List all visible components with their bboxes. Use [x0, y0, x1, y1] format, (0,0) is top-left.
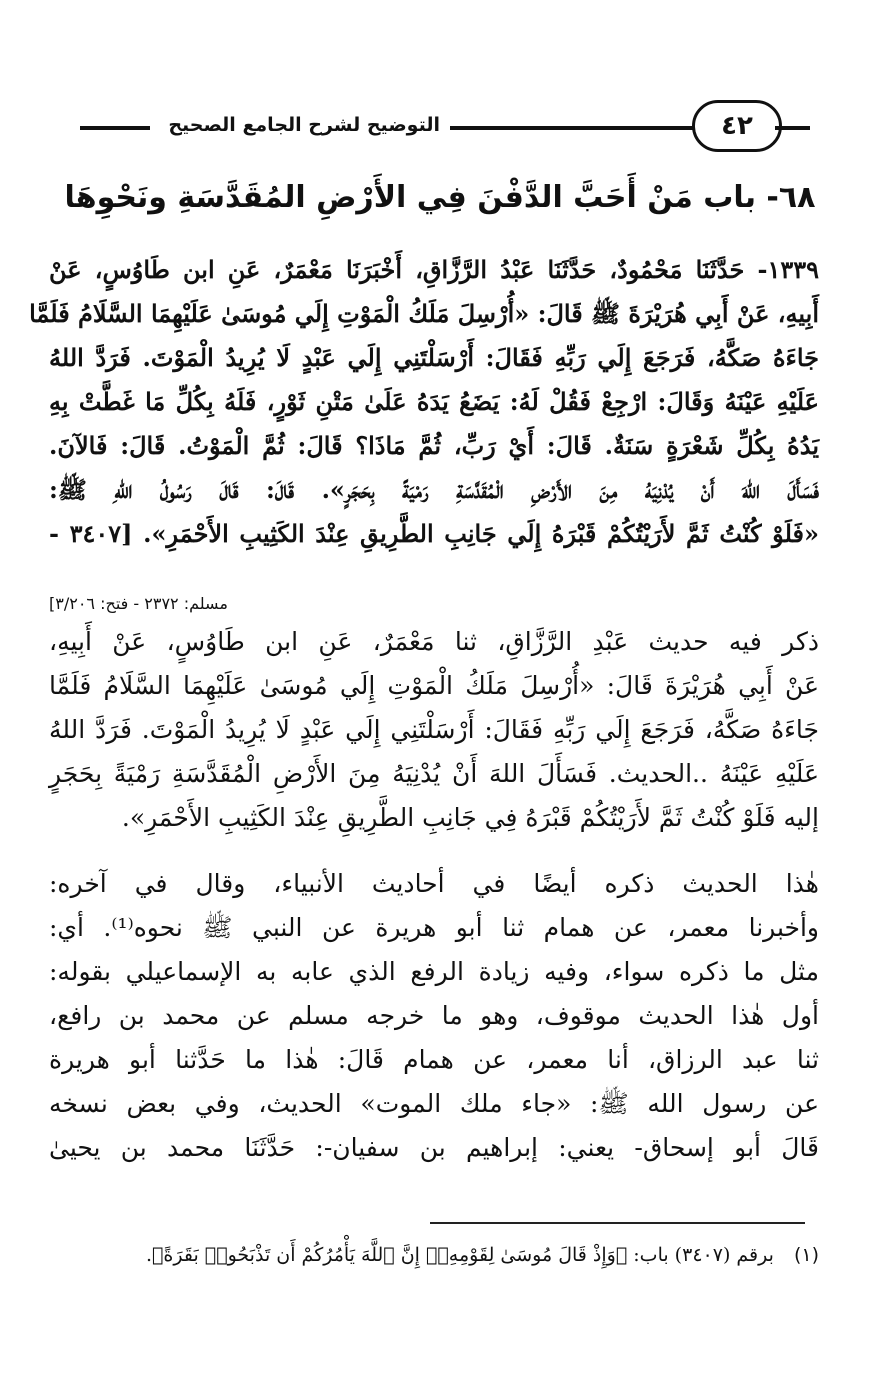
hadith-text — [29, 248, 820, 556]
commentary-paragraph — [49, 862, 819, 1170]
footnote — [49, 1244, 819, 1266]
source-reference: مسلم: ٢٣٧٢ - فتح: ٣/٢٠٦] — [49, 594, 228, 613]
paragraph-line: أول هٰذا الحديث موقوف، وهو ما خرجه مسلم عن محمد بن رافع، — [49, 1001, 819, 1030]
hadith-line: أَبِيهِ، عَنْ أَبِي هُرَيْرَةَ ﷺ قَالَ: «أُرْسِلَ مَلَكُ الْمَوْتِ إِلَي مُوسَىٰ عَلَيْهِمَا السَّلَامُ فَلَمَّا — [29, 299, 819, 328]
footnote-number: (١) — [793, 1244, 819, 1266]
footnote-text: برقم (٣٤٠٧) باب: ﴿وَإِذْ قَالَ مُوسَىٰ لِقَوْمِهِۦٓ إِنَّ ٱللَّهَ يَأْمُرُكُمْ أَن تَذْبَحُوا۟ بَقَرَةً﴾. — [145, 1244, 774, 1266]
chapter-heading: ٦٨- باب مَنْ أَحَبَّ الدَّفْنَ فِي الأَرْضِ المُقَدَّسَةِ ونَحْوِهَا — [64, 180, 816, 215]
hadith-line: «فَلَوْ كُنْتُ ثَمَّ لأَرَيْتُكُمْ قَبْرَهُ إِلَي جَانِبِ الطَّرِيقِ عِنْدَ الكَثِيبِ الأَحْمَرِ». [٣٤٠٧ - — [49, 519, 819, 548]
running-header — [70, 98, 820, 158]
hadith-line: فَسَأَلَ اللهَ أَنْ يُدْنِيَهُ مِنَ الأَرْضِ الْمُقَدَّسَةِ رَمْيَةً بِحَجَرٍ». قَالَ: قَالَ رَسُولُ اللهِ ﷺ: — [49, 475, 819, 504]
hadith-line: عَلَيْهِ عَيْنَهُ وَقَالَ: ارْجِعْ فَقُلْ لَهُ: يَضَعُ يَدَهُ عَلَىٰ مَتْنِ ثَوْرٍ، فَلَهُ بِكُلِّ مَا غَطَّتْ بِهِ — [49, 387, 820, 416]
paragraph-line: ثنا عبد الرزاق، أنا معمر، عن همام قَالَ: هٰذا ما حَدَّثنا أبو هريرة — [49, 1045, 819, 1074]
commentary-line: عَنْ أَبِي هُرَيْرَةَ قَالَ: «أُرْسِلَ مَلَكُ الْمَوْتِ إِلَي مُوسَىٰ عَلَيْهِمَا السَّلَامُ فَلَمَّا — [49, 671, 819, 700]
commentary-line: ذكر فيه حديث عَبْدِ الرَّزَّاقِ، ثنا مَعْمَرٌ، عَنِ ابن طَاوُسٍ، عَنْ أَبِيهِ، — [49, 627, 819, 656]
hadith-line: يَدُهُ بِكُلِّ شَعْرَةٍ سَنَةٌ. قَالَ: أَيْ رَبِّ، ثُمَّ مَاذَا؟ قَالَ: ثُمَّ الْمَوْتُ. قَالَ: فَالآنَ. — [49, 431, 819, 460]
paragraph-line: هٰذا الحديث ذكره أيضًا في أحاديث الأنبياء، وقال في آخره: — [49, 869, 819, 898]
header-rule-left — [80, 126, 150, 130]
commentary-block — [49, 620, 819, 840]
header-rule-right — [775, 126, 810, 130]
hadith-line: ١٣٣٩- حَدَّثَنَا مَحْمُودٌ، حَدَّثَنَا عَبْدُ الرَّزَّاقِ، أَخْبَرَنَا مَعْمَرٌ، عَنِ ابن طَاوُسٍ، عَنْ — [49, 255, 820, 284]
book-title: التوضيح لشرح الجامع الصحيح — [168, 114, 440, 136]
page-number: ٤٢ — [692, 100, 782, 152]
paragraph-line: قَالَ أبو إسحاق- يعني: إبراهيم بن سفيان-: حَدَّثَنَا محمد بن يحيىٰ — [49, 1133, 819, 1162]
commentary-line: جَاءَهُ صَكَّهُ، فَرَجَعَ إِلَي رَبِّهِ فَقَالَ: أَرْسَلْتَنِي إِلَي عَبْدٍ لَا يُرِيدُ الْمَوْتَ. فَرَدَّ اللهُ — [49, 715, 819, 744]
header-rule-middle — [450, 126, 700, 130]
paragraph-line: وأخبرنا معمر، عن همام ثنا أبو هريرة عن النبي ﷺ نحوه⁽¹⁾. أي: — [49, 913, 819, 942]
paragraph-line: مثل ما ذكره سواء، وفيه زيادة الرفع الذي عابه به الإسماعيلي بقوله: — [49, 957, 819, 986]
footnote-separator — [430, 1222, 805, 1224]
hadith-line: جَاءَهُ صَكَّهُ، فَرَجَعَ إِلَي رَبِّهِ فَقَالَ: أَرْسَلْتَنِي إِلَي عَبْدٍ لَا يُرِيدُ الْمَوْتَ. فَرَدَّ اللهُ — [49, 343, 819, 372]
commentary-line: إليه فَلَوْ كُنْتُ ثَمَّ لأَرَيْتُكُمْ قَبْرَهُ فِي جَانِبِ الطَّرِيقِ عِنْدَ الكَثِيبِ الأَحْمَرِ». — [121, 803, 819, 832]
commentary-line: عَلَيْهِ عَيْنَهُ ..الحديث. فَسَأَلَ اللهَ أَنْ يُدْنِيَهُ مِنَ الأَرْضِ الْمُقَدَّسَةِ رَمْيَةً بِحَجَرٍ — [49, 759, 819, 788]
paragraph-line: عن رسول الله ﷺ: «جاء ملك الموت» الحديث، وفي بعض نسخه — [49, 1089, 819, 1118]
